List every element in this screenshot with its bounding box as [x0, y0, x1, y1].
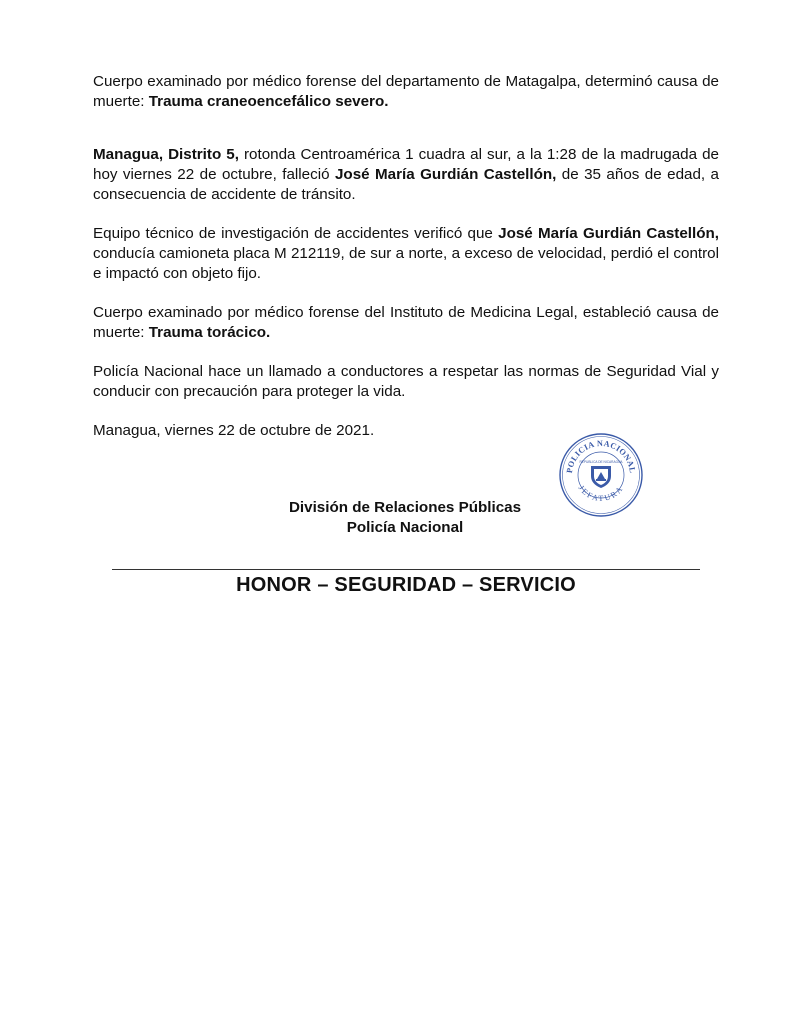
text-segment: conducía camioneta placa M 212119, de sur a norte, a exceso de velocidad, perdió el control e impactó con objeto fijo.	[93, 245, 719, 282]
motto: HONOR – SEGURIDAD – SERVICIO	[236, 574, 576, 596]
text-segment: de 35 años de edad, a consecuencia de accidente de tránsito.	[93, 166, 720, 203]
paragraph-appeal	[93, 362, 719, 402]
date-line: Managua, viernes 22 de octubre de 2021.	[93, 422, 375, 439]
police-shield-icon	[591, 466, 611, 488]
paragraph-accident-report	[93, 145, 719, 205]
paragraph-investigation	[93, 224, 719, 284]
signature-division: División de Relaciones Públicas	[288, 499, 522, 516]
paragraph-forensic-matagalpa	[93, 72, 719, 112]
seal-bottom-text: JEFATURA	[576, 483, 626, 503]
paragraph-forensic-iml	[93, 303, 719, 343]
signature-block	[200, 498, 610, 538]
text-segment: Policía Nacional hace un llamado a conductores a respetar las normas de Seguridad Vial y conducir con precaución para proteger la vida.	[93, 363, 719, 400]
text-segment: rotonda Centroamérica 1 cuadra al sur, a la 1:28 de la madrugada de hoy viernes 22 de octubre, falleció	[93, 146, 720, 183]
victim-name: José María Gurdián Castellón,	[498, 225, 720, 242]
footer-divider	[112, 569, 700, 570]
text-segment: Equipo técnico de investigación de accidentes verificó que	[93, 225, 499, 242]
cause-of-death: Trauma torácico.	[148, 324, 271, 341]
seal-inner-text: REPUBLICA DE NICARAGUA	[579, 460, 623, 464]
signature-institution: Policía Nacional	[346, 519, 464, 536]
location-label: Managua, Distrito 5,	[93, 146, 239, 163]
victim-name: José María Gurdián Castellón,	[334, 166, 557, 183]
seal-top-text: POLICIA NACIONAL	[564, 438, 638, 474]
text-segment: Cuerpo examinado por médico forense del departamento de Matagalpa, determinó causa de muerte:	[93, 73, 719, 110]
text-segment: Cuerpo examinado por médico forense del Instituto de Medicina Legal, estableció causa de muerte:	[93, 304, 719, 341]
cause-of-death: Trauma craneoencefálico severo.	[148, 93, 389, 110]
document-body	[93, 72, 719, 441]
